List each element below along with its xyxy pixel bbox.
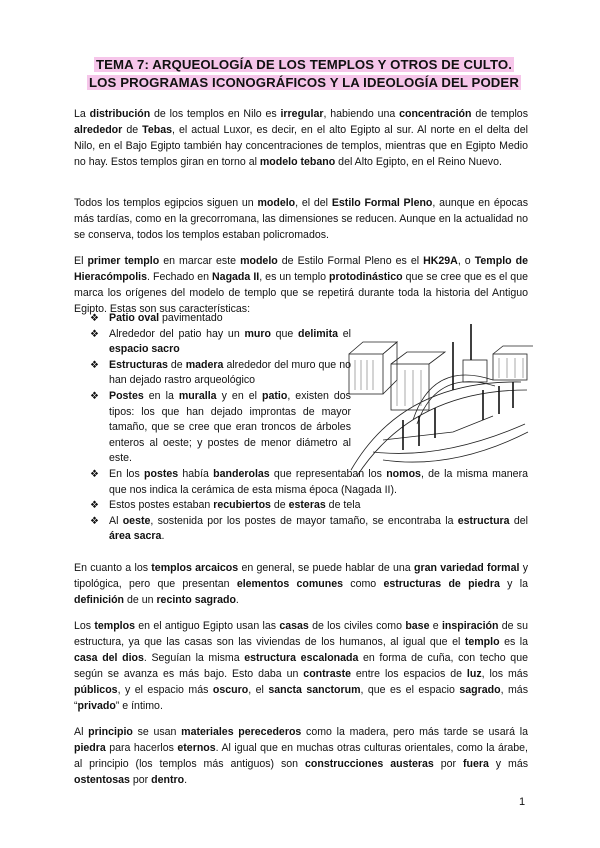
paragraph-materiales: Al principio se usan materiales perecederos como la madera, pero más tarde se usará la piedra para hacerlos eternos. Al igual que en muchas otras culturas orientales, como la árabe, al principio (los templos más antiguos) son construcciones austeras por fuera y más ostentosas por dentro. [74,726,529,786]
diamond-bullet-icon: ❖ [90,359,99,371]
diamond-bullet-icon: ❖ [90,313,99,324]
paragraph-primer-templo: El primer templo en marcar este modelo de Estilo Formal Pleno es el HK29A, o Templo de Hieracómpolis. Fechado en Nagada II, es un templo protodinástico que se cree que es el que marca los orígenes del modelo de templo que se repetirá durante toda la historia del Antiguo Egipto. Estas son sus características: [74,255,529,315]
list-item: ❖ Postes en la muralla y en el patio, existen dos tipos: los que han dejado improntas de mayor tamaño, que se cree que eran troncos de árboles enteros al oeste; y postes de menor diámetro al este. [90,389,351,465]
hierakonpolis-temple-figure [343,320,533,480]
diamond-bullet-icon: ❖ [90,515,99,527]
page-title [76,56,532,92]
title-line-1: TEMA 7: ARQUEOLOGÍA DE LOS TEMPLOS Y OTROS DE CULTO. [96,57,512,72]
diamond-bullet-icon: ❖ [90,468,99,480]
list-item: ❖ Al oeste, sostenida por los postes de mayor tamaño, se encontraba la estructura del área sacra. [90,514,528,543]
list-item: ❖ Estructuras de madera alrededor del muro que no han dejado rastro arqueológico [90,358,351,387]
diamond-bullet-icon: ❖ [90,500,99,512]
list-item: ❖ Patio oval pavimentado [88,311,351,327]
diamond-bullet-icon: ❖ [90,390,99,402]
paragraph-modelo: Todos los templos egipcios siguen un modelo, el del Estilo Formal Pleno, aunque en épocas más tardías, como en la grecorromana, las dimensiones se reducen. Aunque en la actualidad no se conserva, todos los templos estaban policromados. [74,197,528,241]
list-item: ❖ En los postes había banderolas que representaban los nomos, de la misma manera que nos indica la cerámica de esta misma época (Nagada II). [90,467,528,496]
paragraph-casas: Los templos en el antiguo Egipto usan las casas de los civiles como base e inspiración de su estructura, ya que las casas son las viviendas de los humanos, al igual que el templo es la casa del dios. Seguían la misma estructura escalonada en forma de cuña, con techo que según se avanza es más bajo. Esto daba un contraste entre los espacios de luz, los más públicos, y el espacio más oscuro, el sancta sanctorum, que es el espacio sagrado, más “privado” e íntimo. [74,620,528,712]
paragraph-distribucion: La distribución de los templos en Nilo es irregular, habiendo una concentración de templos alrededor de Tebas, el actual Luxor, es decir, en el alto Egipto al sur. Al norte en el delta del Nilo, en el Bajo Egipto también hay concentraciones de templos, mientras que en Egipto Medio no hay. Estos templos giran en torno al modelo tebano del Alto Egipto, en el Reino Nuevo. [74,108,528,168]
title-line-2: LOS PROGRAMAS ICONOGRÁFICOS Y LA IDEOLOGÍA DEL PODER [89,75,519,90]
page-number: 1 [519,796,526,808]
list-item: ❖ Estos postes estaban recubiertos de esteras de tela [88,498,528,514]
list-item: ❖ Alrededor del patio hay un muro que delimita el espacio sacro [90,327,352,356]
diamond-bullet-icon: ❖ [90,328,99,340]
paragraph-templos-arcaicos: En cuanto a los templos arcaicos en general, se puede hablar de una gran variedad formal y tipológica, pero que presentan elementos comunes como estructuras de piedra y la definición de un recinto sagrado. [74,562,528,606]
